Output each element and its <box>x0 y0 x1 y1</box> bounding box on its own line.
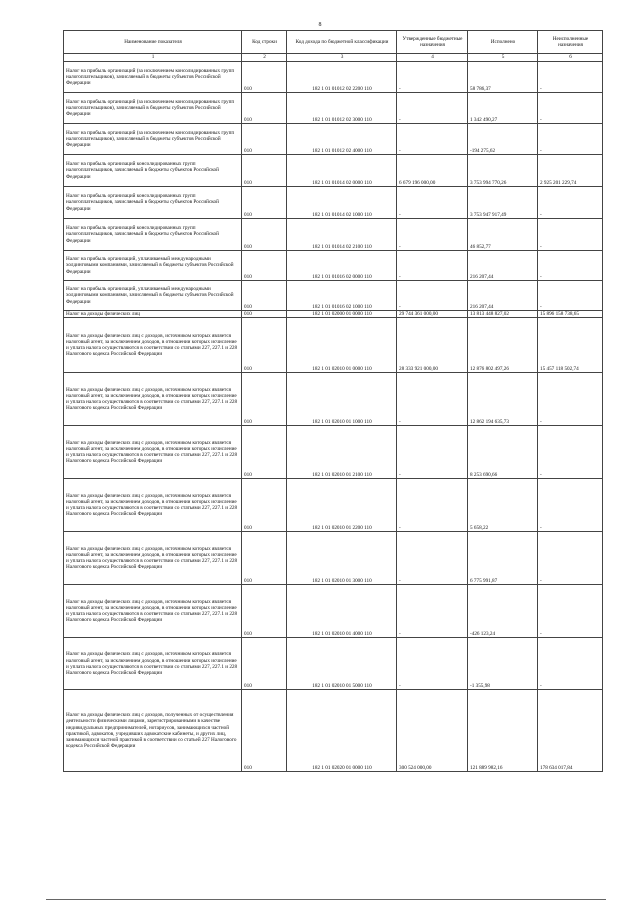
row-line-code: 010 <box>242 426 287 479</box>
row-approved: 6 679 196 000,00 <box>397 155 468 187</box>
table-row <box>64 311 603 318</box>
row-approved: - <box>397 62 468 93</box>
row-kbk: 182 1 01 02010 01 5000 110 <box>287 638 397 690</box>
col-header-remain: Неисполненные назначения <box>538 31 603 54</box>
row-approved: - <box>397 93 468 124</box>
row-line-code: 010 <box>242 62 287 93</box>
row-kbk: 182 1 01 02010 01 3000 110 <box>287 532 397 585</box>
row-kbk: 182 1 01 02010 01 1000 110 <box>287 373 397 426</box>
row-line-code: 010 <box>242 311 287 318</box>
row-done: 216 207,44 <box>468 251 538 281</box>
row-approved: - <box>397 638 468 690</box>
row-approved: - <box>397 426 468 479</box>
row-done: 13 813 448 827,02 <box>468 311 538 318</box>
row-approved: - <box>397 187 468 219</box>
row-done: 216 207,44 <box>468 281 538 311</box>
row-remain: - <box>538 219 603 251</box>
row-done: 3 753 994 770,26 <box>468 155 538 187</box>
col-header-line-code: Код строки <box>242 31 287 54</box>
row-name: Налог на доходы физических лиц с доходов, источником которых является налоговый агент, за исключением доходов, в отношении которых исчисление и уплата налога осуществляются в соответствии со статьями 227, 227.1 и 228 Налогового кодекса Российской Федерации <box>64 585 242 638</box>
row-kbk: 182 1 01 01014 02 1000 110 <box>287 187 397 219</box>
row-kbk: 182 1 01 01012 02 4000 110 <box>287 124 397 155</box>
row-approved: - <box>397 373 468 426</box>
row-kbk: 182 1 01 02010 01 4000 110 <box>287 585 397 638</box>
row-name: Налог на доходы физических лиц с доходов, источником которых является налоговый агент, за исключением доходов, в отношении которых исчисление и уплата налога осуществляются в соответствии со статьями 227, 227.1 и 228 Налогового кодекса Российской Федерации <box>64 426 242 479</box>
page-number: 8 <box>318 22 322 28</box>
col-number: 6 <box>538 54 603 62</box>
row-remain: - <box>538 479 603 532</box>
row-kbk: 182 1 01 02010 01 0000 110 <box>287 318 397 373</box>
row-remain: 2 925 201 229,74 <box>538 155 603 187</box>
table-row <box>64 251 603 281</box>
row-done: 1 342 490,27 <box>468 93 538 124</box>
row-kbk: 182 1 01 02000 01 0000 110 <box>287 311 397 318</box>
row-name: Налог на прибыль организаций консолидированных групп налогоплательщиков, зачисляемый в бюджеты субъектов Российской Федерации <box>64 155 242 187</box>
row-remain: - <box>538 426 603 479</box>
table-row <box>64 638 603 690</box>
row-remain: - <box>538 187 603 219</box>
row-line-code: 010 <box>242 187 287 219</box>
row-line-code: 010 <box>242 638 287 690</box>
row-remain: 15 457 118 502,74 <box>538 318 603 373</box>
row-remain: - <box>538 638 603 690</box>
row-remain: - <box>538 373 603 426</box>
row-name: Налог на доходы физических лиц <box>64 311 242 318</box>
row-line-code: 010 <box>242 479 287 532</box>
row-name: Налог на прибыль организаций консолидированных групп налогоплательщиков, зачисляемый в бюджеты субъектов Российской Федерации <box>64 187 242 219</box>
row-kbk: 182 1 01 01014 02 2100 110 <box>287 219 397 251</box>
row-name: Налог на прибыль организаций (за исключением консолидированных групп налогоплательщиков), зачисляемый в бюджеты субъектов Российской Федерации <box>64 93 242 124</box>
row-approved: - <box>397 532 468 585</box>
row-approved: 29 744 361 000,00 <box>397 311 468 318</box>
page-bottom-rule <box>46 899 606 900</box>
row-kbk: 182 1 01 02020 01 0000 110 <box>287 690 397 772</box>
row-name: Налог на прибыль организаций (за исключением консолидированных групп налогоплательщиков), зачисляемый в бюджеты субъектов Российской Федерации <box>64 124 242 155</box>
row-name: Налог на доходы физических лиц с доходов, источником которых является налоговый агент, за исключением доходов, в отношении которых исчисление и уплата налога осуществляются в соответствии со статьями 227, 227.1 и 228 Налогового кодекса Российской Федерации <box>64 373 242 426</box>
row-done: 6 775 991,87 <box>468 532 538 585</box>
row-approved: - <box>397 281 468 311</box>
table-row <box>64 219 603 251</box>
row-kbk: 182 1 01 01012 02 3000 110 <box>287 93 397 124</box>
table-row <box>64 690 603 772</box>
table-row <box>64 281 603 311</box>
table-row <box>64 124 603 155</box>
row-kbk: 182 1 01 02010 01 2200 110 <box>287 479 397 532</box>
row-remain: - <box>538 585 603 638</box>
col-header-approved: Утвержденные бюджетные назначения <box>397 31 468 54</box>
row-done: 3 753 947 917,49 <box>468 187 538 219</box>
col-number: 5 <box>468 54 538 62</box>
column-number-row <box>64 54 603 62</box>
row-name: Налог на прибыль организаций, уплачиваемый международными холдинговыми компаниями, зачисляемый в бюджеты субъектов Российской Федерации <box>64 281 242 311</box>
table-row <box>64 187 603 219</box>
row-name: Налог на доходы физических лиц с доходов, источником которых является налоговый агент, за исключением доходов, в отношении которых исчисление и уплата налога осуществляются в соответствии со статьями 227, 227.1 и 228 Налогового кодекса Российской Федерации <box>64 638 242 690</box>
row-name: Налог на прибыль организаций, уплачиваемый международными холдинговыми компаниями, зачисляемый в бюджеты субъектов Российской Федерации <box>64 251 242 281</box>
row-line-code: 010 <box>242 690 287 772</box>
row-approved: - <box>397 219 468 251</box>
table-row <box>64 585 603 638</box>
col-number: 4 <box>397 54 468 62</box>
row-kbk: 182 1 01 02010 01 2100 110 <box>287 426 397 479</box>
row-line-code: 010 <box>242 251 287 281</box>
col-header-done: Исполнено <box>468 31 538 54</box>
row-name: Налог на прибыль организаций консолидированных групп налогоплательщиков, зачисляемый в бюджеты субъектов Российской Федерации <box>64 219 242 251</box>
col-header-kbk: Код дохода по бюджетной классификации <box>287 31 397 54</box>
row-remain: - <box>538 124 603 155</box>
row-remain: - <box>538 281 603 311</box>
row-remain: - <box>538 532 603 585</box>
table-row <box>64 62 603 93</box>
row-remain: 15 896 158 738,65 <box>538 311 603 318</box>
row-kbk: 182 1 01 01014 02 0000 110 <box>287 155 397 187</box>
row-done: -1 355,98 <box>468 638 538 690</box>
table-row <box>64 532 603 585</box>
row-done: 5 658,22 <box>468 479 538 532</box>
row-name: Налог на доходы физических лиц с доходов, источником которых является налоговый агент, за исключением доходов, в отношении которых исчисление и уплата налога осуществляются в соответствии со статьями 227, 227.1 и 228 Налогового кодекса Российской Федерации <box>64 318 242 373</box>
row-done: -194 275,62 <box>468 124 538 155</box>
row-approved: - <box>397 251 468 281</box>
row-name: Налог на доходы физических лиц с доходов, источником которых является налоговый агент, за исключением доходов, в отношении которых исчисление и уплата налога осуществляются в соответствии со статьями 227, 227.1 и 228 Налогового кодекса Российской Федерации <box>64 532 242 585</box>
row-done: 121 889 982,16 <box>468 690 538 772</box>
row-done: 8 253 690,66 <box>468 426 538 479</box>
row-line-code: 010 <box>242 219 287 251</box>
row-done: 12 862 194 635,73 <box>468 373 538 426</box>
table-row <box>64 155 603 187</box>
table-row <box>64 93 603 124</box>
row-approved: 300 524 000,00 <box>397 690 468 772</box>
row-kbk: 182 1 01 01016 02 1000 110 <box>287 281 397 311</box>
table-row <box>64 373 603 426</box>
row-kbk: 182 1 01 01016 02 0000 110 <box>287 251 397 281</box>
row-name: Налог на доходы физических лиц с доходов, полученных от осуществления деятельности физическими лицами, зарегистрированными в качестве индивидуальных предпринимателей, нотариусов, занимающихся частной практикой, адвокатов, учредивших адвокатские кабинеты, и других лиц, занимающихся частной практикой в соответствии со статьей 227 Налогового кодекса Российской Федерации <box>64 690 242 772</box>
table-row <box>64 479 603 532</box>
row-line-code: 010 <box>242 124 287 155</box>
row-line-code: 010 <box>242 318 287 373</box>
col-header-name: Наименование показателя <box>64 31 242 54</box>
row-approved: - <box>397 124 468 155</box>
row-line-code: 010 <box>242 373 287 426</box>
row-remain: - <box>538 62 603 93</box>
col-number: 2 <box>242 54 287 62</box>
row-line-code: 010 <box>242 585 287 638</box>
row-approved: - <box>397 585 468 638</box>
row-kbk: 182 1 01 01012 02 2200 110 <box>287 62 397 93</box>
row-approved: - <box>397 479 468 532</box>
row-done: 12 876 802 497,26 <box>468 318 538 373</box>
row-remain: - <box>538 251 603 281</box>
row-name: Налог на прибыль организаций (за исключением консолидированных групп налогоплательщиков), зачисляемый в бюджеты субъектов Российской Федерации <box>64 62 242 93</box>
row-done: 46 852,77 <box>468 219 538 251</box>
row-line-code: 010 <box>242 281 287 311</box>
row-remain: 178 634 017,84 <box>538 690 603 772</box>
row-line-code: 010 <box>242 93 287 124</box>
col-number: 3 <box>287 54 397 62</box>
table-row <box>64 426 603 479</box>
col-number: 1 <box>64 54 242 62</box>
row-done: -426 123,24 <box>468 585 538 638</box>
table-row <box>64 318 603 373</box>
row-remain: - <box>538 93 603 124</box>
report-table <box>63 30 603 772</box>
row-line-code: 010 <box>242 155 287 187</box>
row-name: Налог на доходы физических лиц с доходов, источником которых является налоговый агент, за исключением доходов, в отношении которых исчисление и уплата налога осуществляются в соответствии со статьями 227, 227.1 и 228 Налогового кодекса Российской Федерации <box>64 479 242 532</box>
row-line-code: 010 <box>242 532 287 585</box>
header-row <box>64 31 603 54</box>
row-done: 58 786,37 <box>468 62 538 93</box>
row-approved: 28 333 921 000,00 <box>397 318 468 373</box>
